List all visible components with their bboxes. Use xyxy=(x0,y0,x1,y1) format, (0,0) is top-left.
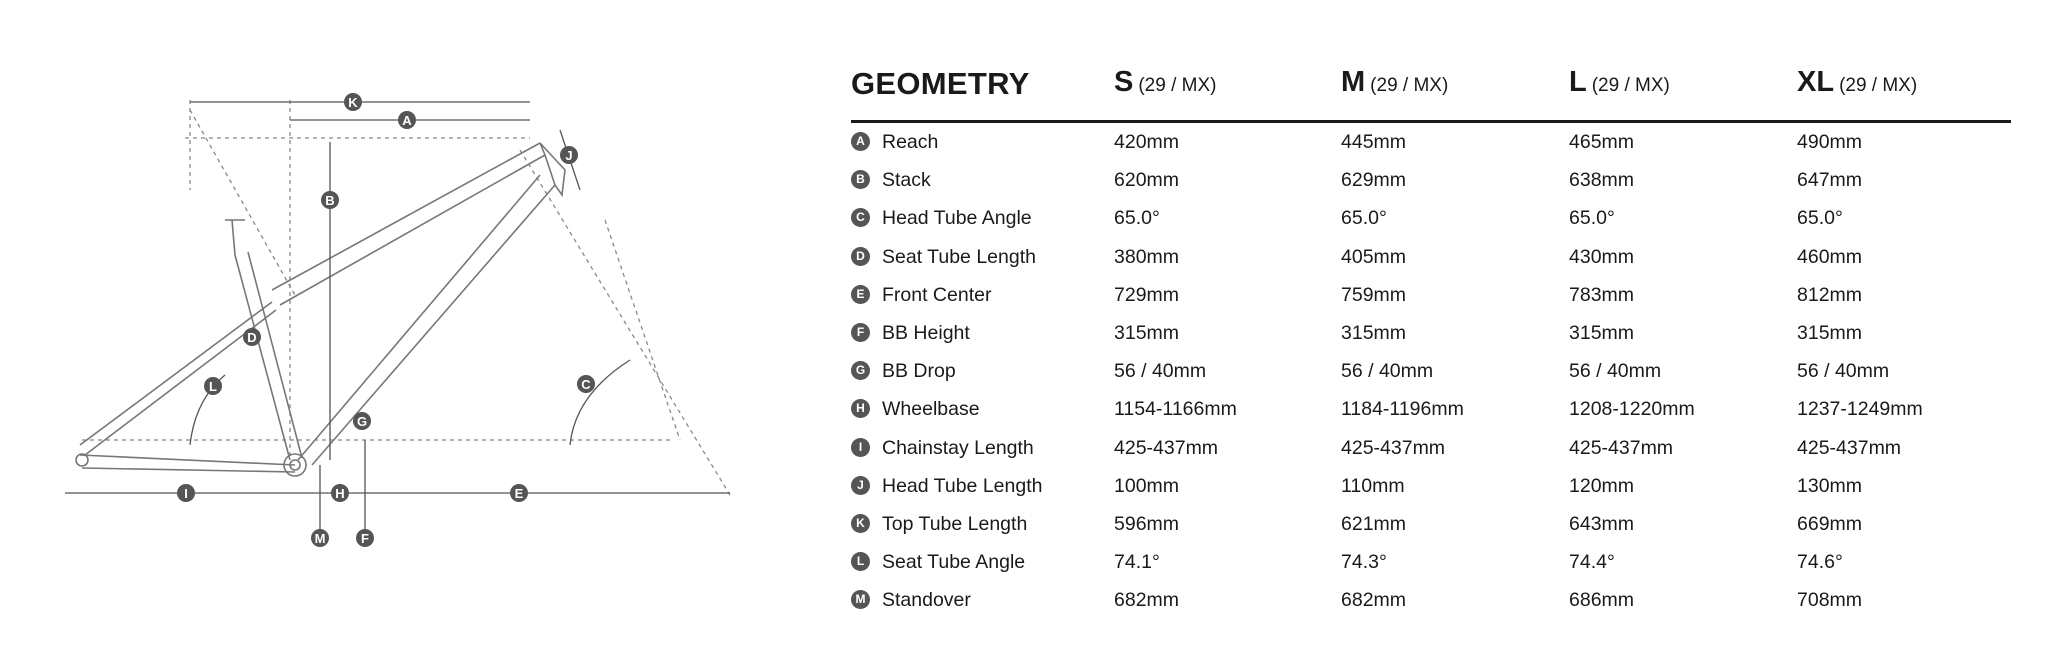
table-row xyxy=(851,467,2011,505)
label-m-icon xyxy=(311,529,329,547)
value-cell: 460mm xyxy=(1797,245,1863,268)
svg-text:M: M xyxy=(314,531,326,546)
size-header-s: S (29 / MX) xyxy=(1114,66,1217,98)
parameter-label: BB Drop xyxy=(882,360,956,383)
row-key-badge: L xyxy=(851,552,870,571)
row-key-badge: I xyxy=(851,438,870,457)
row-key-badge: D xyxy=(851,247,870,266)
value-cell: 110mm xyxy=(1341,474,1405,497)
value-cell: 315mm xyxy=(1341,321,1407,344)
value-cell: 490mm xyxy=(1797,131,1863,153)
value-cell: 638mm xyxy=(1569,169,1635,192)
table-row xyxy=(851,161,2011,199)
table-row xyxy=(851,581,2011,619)
value-cell: 74.1° xyxy=(1114,551,1160,574)
svg-text:D: D xyxy=(247,330,257,345)
table-row xyxy=(851,352,2011,390)
value-cell: 74.3° xyxy=(1341,551,1387,574)
value-cell: 56 / 40mm xyxy=(1569,360,1662,383)
frame-geometry-diagram xyxy=(40,70,740,570)
parameter-label: BB Height xyxy=(882,321,970,344)
value-cell: 430mm xyxy=(1569,245,1635,268)
value-cell: 74.4° xyxy=(1569,551,1615,574)
svg-text:E: E xyxy=(514,486,524,501)
value-cell: 686mm xyxy=(1569,589,1635,612)
parameter-label: Chainstay Length xyxy=(882,436,1034,459)
svg-text:A: A xyxy=(402,113,412,128)
table-row xyxy=(851,199,2011,237)
svg-text:H: H xyxy=(335,486,345,501)
row-key-badge: C xyxy=(851,208,870,227)
value-cell: 130mm xyxy=(1797,474,1863,497)
size-header-m: M (29 / MX) xyxy=(1341,66,1449,98)
svg-text:K: K xyxy=(348,95,358,110)
parameter-label: Top Tube Length xyxy=(882,512,1028,535)
svg-text:F: F xyxy=(361,531,369,546)
value-cell: 629mm xyxy=(1341,169,1407,192)
parameter-label: Stack xyxy=(882,169,931,192)
parameter-label: Seat Tube Length xyxy=(882,245,1036,268)
value-cell: 759mm xyxy=(1341,283,1407,306)
value-cell: 1237-1249mm xyxy=(1797,398,1923,421)
row-key-badge: M xyxy=(851,590,870,609)
parameter-label: Head Tube Angle xyxy=(882,207,1032,230)
svg-text:B: B xyxy=(325,193,335,208)
geometry-table xyxy=(851,56,2011,619)
label-c-icon xyxy=(577,375,595,393)
value-cell: 315mm xyxy=(1569,321,1635,344)
value-cell: 596mm xyxy=(1114,512,1180,535)
value-cell: 445mm xyxy=(1341,131,1407,153)
row-key-badge: K xyxy=(851,514,870,533)
table-row xyxy=(851,123,2011,161)
row-key-badge: E xyxy=(851,285,870,304)
parameter-label: Reach xyxy=(882,131,939,153)
table-row xyxy=(851,314,2011,352)
label-l-icon xyxy=(204,377,222,395)
value-cell: 621mm xyxy=(1341,512,1407,535)
size-header-xl: XL (29 / MX) xyxy=(1797,66,1918,98)
label-f-icon xyxy=(356,529,374,547)
row-key-badge: G xyxy=(851,361,870,380)
value-cell: 425-437mm xyxy=(1569,436,1674,459)
value-cell: 669mm xyxy=(1797,512,1863,535)
table-body xyxy=(851,123,2011,619)
value-cell: 405mm xyxy=(1341,245,1407,268)
label-a-icon xyxy=(398,111,416,129)
label-g-icon xyxy=(353,412,371,430)
value-cell: 100mm xyxy=(1114,474,1180,497)
parameter-label: Head Tube Length xyxy=(882,474,1043,497)
table-row xyxy=(851,390,2011,428)
value-cell: 65.0° xyxy=(1341,207,1387,230)
table-row xyxy=(851,238,2011,276)
table-row xyxy=(851,543,2011,581)
value-cell: 1184-1196mm xyxy=(1341,398,1464,421)
label-k-icon xyxy=(344,93,362,111)
parameter-label: Wheelbase xyxy=(882,398,980,421)
parameter-label: Front Center xyxy=(882,283,992,306)
value-cell: 465mm xyxy=(1569,131,1635,153)
value-cell: 647mm xyxy=(1797,169,1863,192)
row-key-badge: J xyxy=(851,476,870,495)
value-cell: 1208-1220mm xyxy=(1569,398,1695,421)
parameter-label: Standover xyxy=(882,589,971,612)
row-key-badge: H xyxy=(851,399,870,418)
value-cell: 65.0° xyxy=(1569,207,1615,230)
row-key-badge: B xyxy=(851,170,870,189)
value-cell: 120mm xyxy=(1569,474,1635,497)
value-cell: 74.6° xyxy=(1797,551,1843,574)
label-d-icon xyxy=(243,328,261,346)
table-row xyxy=(851,429,2011,467)
label-h-icon xyxy=(331,484,349,502)
value-cell: 315mm xyxy=(1114,321,1180,344)
label-i-icon xyxy=(177,484,195,502)
svg-text:L: L xyxy=(209,379,217,394)
table-row xyxy=(851,505,2011,543)
row-key-badge: F xyxy=(851,323,870,342)
value-cell: 56 / 40mm xyxy=(1114,360,1207,383)
parameter-label: Seat Tube Angle xyxy=(882,551,1026,574)
table-row xyxy=(851,276,2011,314)
value-cell: 425-437mm xyxy=(1797,436,1902,459)
value-cell: 729mm xyxy=(1114,283,1180,306)
frame-drawing xyxy=(40,70,740,570)
value-cell: 315mm xyxy=(1797,321,1863,344)
value-cell: 65.0° xyxy=(1797,207,1843,230)
row-key-badge: A xyxy=(851,132,870,151)
value-cell: 1154-1166mm xyxy=(1114,398,1237,421)
value-cell: 812mm xyxy=(1797,283,1863,306)
label-e-icon xyxy=(510,484,528,502)
value-cell: 708mm xyxy=(1797,589,1863,612)
label-j-icon xyxy=(560,146,578,164)
value-cell: 425-437mm xyxy=(1341,436,1446,459)
size-header-l: L (29 / MX) xyxy=(1569,66,1670,98)
table-header xyxy=(851,56,2011,123)
label-b-icon xyxy=(321,191,339,209)
value-cell: 783mm xyxy=(1569,283,1635,306)
table-title: GEOMETRY xyxy=(851,66,1030,101)
svg-text:C: C xyxy=(581,377,591,392)
svg-text:I: I xyxy=(184,486,188,501)
value-cell: 380mm xyxy=(1114,245,1180,268)
value-cell: 620mm xyxy=(1114,169,1180,192)
svg-text:J: J xyxy=(565,148,573,163)
value-cell: 65.0° xyxy=(1114,207,1160,230)
value-cell: 682mm xyxy=(1341,589,1407,612)
value-cell: 682mm xyxy=(1114,589,1180,612)
svg-text:G: G xyxy=(356,414,368,429)
value-cell: 56 / 40mm xyxy=(1797,360,1890,383)
value-cell: 643mm xyxy=(1569,512,1635,535)
value-cell: 56 / 40mm xyxy=(1341,360,1434,383)
value-cell: 425-437mm xyxy=(1114,436,1219,459)
value-cell: 420mm xyxy=(1114,131,1180,153)
